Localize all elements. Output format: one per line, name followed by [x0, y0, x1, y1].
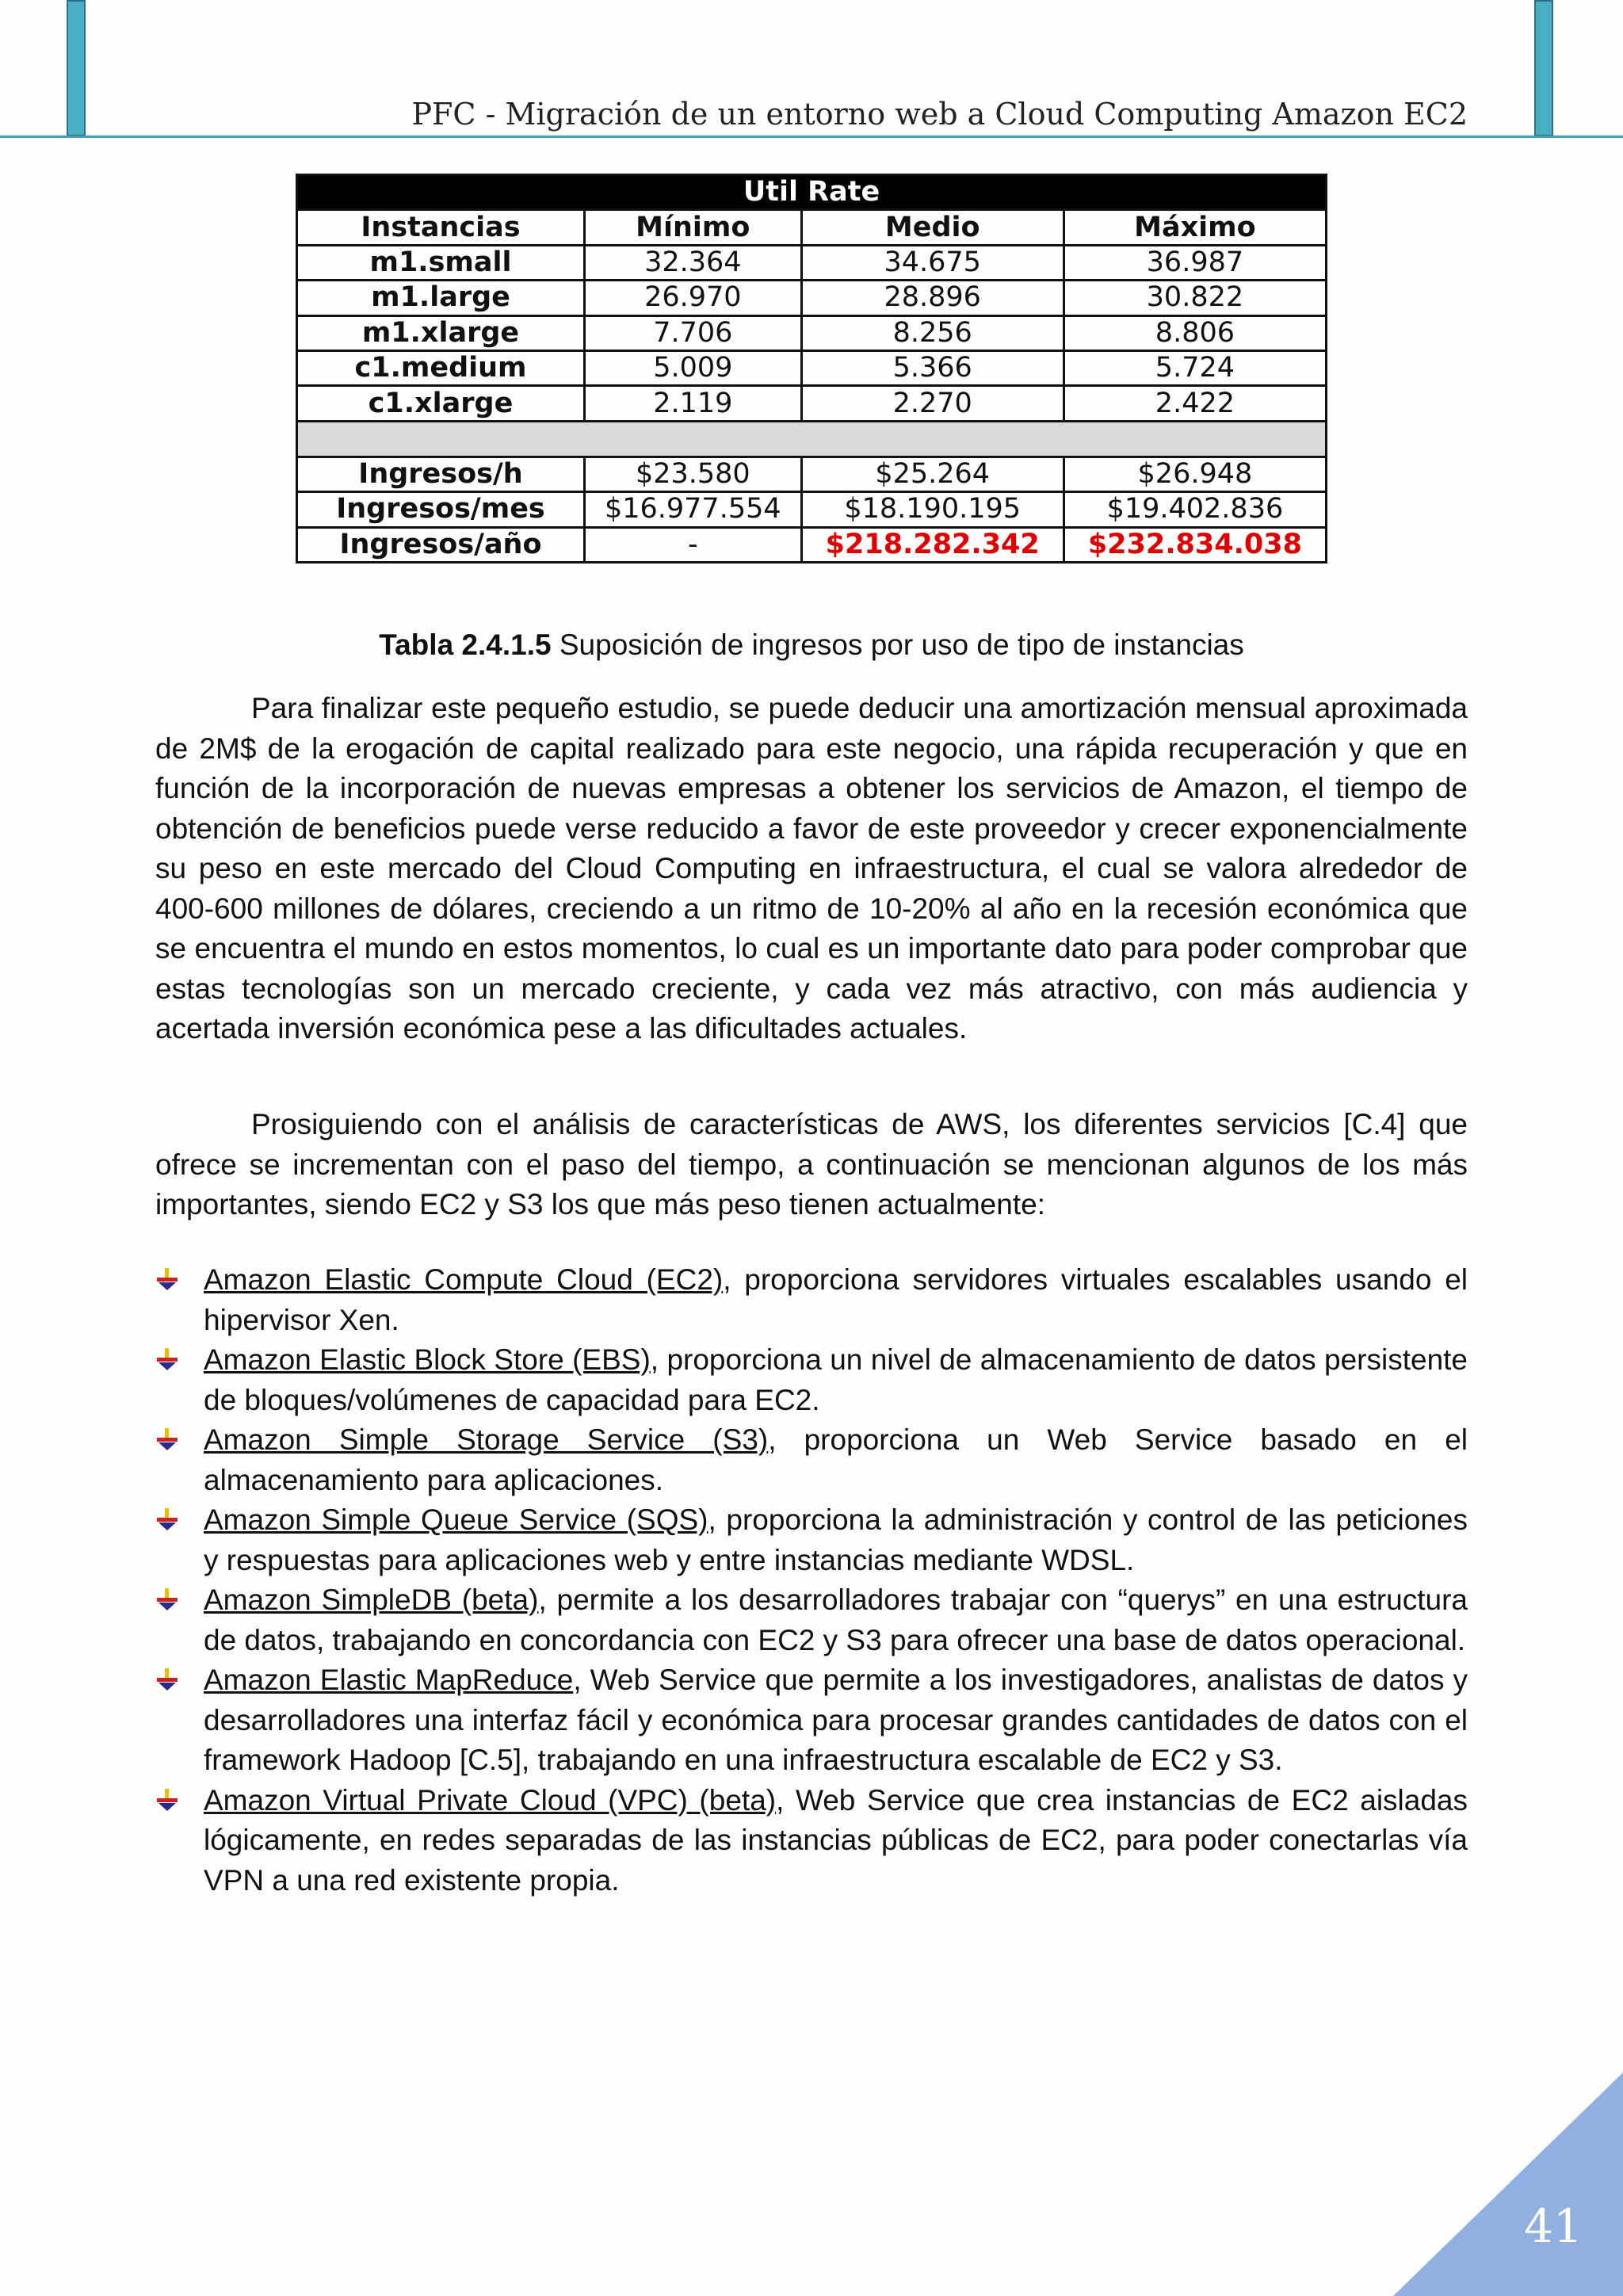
arrow-down-bullet-icon [155, 1787, 179, 1814]
column-header: Mínimo [585, 210, 802, 245]
paragraph-text: Prosiguiendo con el análisis de características de AWS, los diferentes servicios [C.4] que ofrece se incrementan con el paso del tiempo, a continuación se mencionan algunos de los más importantes, siendo EC2 y S3 los que más peso tienen actualmente: [155, 1108, 1468, 1221]
list-item [155, 1580, 1468, 1660]
list-item [155, 1781, 1468, 1901]
list-item [155, 1500, 1468, 1580]
service-description: , Web Service que permite a los investigadores, analistas de datos y desarrolladores una interfaz fácil y económica para procesar grandes cantidades de datos con el framework Hadoop [C.5], trabajando en una infraestructura escalable de EC2 y S3. [204, 1664, 1468, 1776]
column-header: Instancias [297, 210, 585, 245]
arrow-down-bullet-icon [155, 1667, 179, 1694]
table-cell: $16.977.554 [585, 492, 802, 527]
spacer-cell [297, 421, 1327, 457]
paragraph [155, 1105, 1468, 1225]
arrow-down-bullet-icon [155, 1266, 179, 1293]
table-cell: $23.580 [585, 457, 802, 491]
arrow-down-bullet-icon [155, 1347, 179, 1373]
service-link[interactable]: Amazon Elastic Block Store (EBS) [204, 1343, 651, 1376]
service-link[interactable]: Amazon Virtual Private Cloud (VPC) (beta) [204, 1783, 777, 1817]
table-caption [0, 628, 1623, 662]
table-cell: 5.724 [1064, 350, 1326, 385]
table-caption-text: Suposición de ingresos por uso de tipo de instancias [551, 628, 1244, 661]
service-link[interactable]: Amazon Simple Storage Service (S3) [204, 1423, 769, 1456]
list-item [155, 1420, 1468, 1500]
header-rule [0, 136, 1623, 138]
table-cell: 30.822 [1064, 281, 1326, 315]
table-cell: 8.806 [1064, 315, 1326, 350]
header-left-bar [67, 0, 86, 136]
service-description: , proporciona servidores virtuales escalables usando el hipervisor Xen. [204, 1263, 1468, 1336]
highlighted-total-cell: $232.834.038 [1064, 527, 1326, 562]
table-row [297, 386, 1327, 421]
corner-triangle [1393, 2073, 1623, 2296]
column-header: Medio [801, 210, 1064, 245]
table-row [297, 315, 1327, 350]
table-cell: 32.364 [585, 245, 802, 280]
table-spacer-row [297, 421, 1327, 457]
income-row [297, 492, 1327, 527]
highlighted-total-cell: $218.282.342 [801, 527, 1064, 562]
table-cell: $19.402.836 [1064, 492, 1326, 527]
page-number: 41 [1524, 2199, 1583, 2253]
table-cell: $18.190.195 [801, 492, 1064, 527]
services-list [155, 1260, 1468, 1901]
table-cell: 36.987 [1064, 245, 1326, 280]
arrow-down-bullet-icon [155, 1427, 179, 1454]
list-item [155, 1660, 1468, 1781]
util-rate-table [296, 174, 1327, 563]
instance-name-cell: c1.medium [297, 350, 585, 385]
table-cell: 8.256 [801, 315, 1064, 350]
table-cell: 5.366 [801, 350, 1064, 385]
column-header: Máximo [1064, 210, 1326, 245]
arrow-down-bullet-icon [155, 1507, 179, 1534]
list-item [155, 1340, 1468, 1420]
table-row [297, 245, 1327, 280]
table-cell: 34.675 [801, 245, 1064, 280]
service-link[interactable]: Amazon SimpleDB (beta) [204, 1584, 539, 1616]
table-cell: 7.706 [585, 315, 802, 350]
table-cell: - [585, 527, 802, 562]
service-link[interactable]: Amazon Elastic MapReduce [204, 1664, 574, 1696]
service-description: , Web Service que crea instancias de EC2 aisladas lógicamente, en redes separadas de las instancias públicas de EC2, para poder conectarlas vía VPN a una red existente propia. [204, 1783, 1468, 1897]
income-row [297, 527, 1327, 562]
table-cell: 2.119 [585, 386, 802, 421]
instance-name-cell: m1.xlarge [297, 315, 585, 350]
income-row [297, 457, 1327, 491]
table-row [297, 281, 1327, 315]
table-title: Util Rate [297, 175, 1327, 210]
instance-name-cell: m1.small [297, 245, 585, 280]
paragraph-text: Para finalizar este pequeño estudio, se puede deducir una amortización mensual aproximada de 2M$ de la erogación de capital realizado para este negocio, una rápida recuperación y que en función de la incorporación de nuevas empresas a obtener los servicios de Amazon, el tiempo de obtención de beneficios puede verse reducido a favor de este proveedor y crecer exponencialmente su peso en este mercado del Cloud Computing en infraestructura, el cual se valora alrededor de 400-600 millones de dólares, creciendo a un ritmo de 10-20% al año en la recesión económica que se encuentra el mundo en estos momentos, lo cual es un importante dato para poder comprobar que estas tecnologías son un mercado creciente, y cada vez más atractivo, con más audiencia y acertada inversión económica pese a las dificultades actuales. [155, 692, 1468, 1045]
service-description: , proporciona un nivel de almacenamiento de datos persistente de bloques/volúmenes de capacidad para EC2. [204, 1343, 1468, 1416]
list-item [155, 1260, 1468, 1340]
table-cell: 5.009 [585, 350, 802, 385]
table-caption-label: Tabla 2.4.1.5 [379, 628, 552, 661]
service-link[interactable]: Amazon Elastic Compute Cloud (EC2) [204, 1263, 724, 1296]
header-right-bar [1534, 0, 1553, 136]
instance-name-cell: c1.xlarge [297, 386, 585, 421]
income-label-cell: Ingresos/h [297, 457, 585, 491]
page-corner-decoration [1393, 2073, 1623, 2296]
table-cell: $25.264 [801, 457, 1064, 491]
paragraph [155, 689, 1468, 1049]
service-description: , proporciona un Web Service basado en el almacenamiento para aplicaciones. [204, 1423, 1468, 1496]
table-cell: 2.270 [801, 386, 1064, 421]
income-label-cell: Ingresos/mes [297, 492, 585, 527]
service-link[interactable]: Amazon Simple Queue Service (SQS) [204, 1503, 708, 1536]
table-row [297, 350, 1327, 385]
income-label-cell: Ingresos/año [297, 527, 585, 562]
table-cell: 26.970 [585, 281, 802, 315]
instance-name-cell: m1.large [297, 281, 585, 315]
service-description: , permite a los desarrolladores trabajar con “querys” en una estructura de datos, trabajando en concordancia con EC2 y S3 para ofrecer una base de datos operacional. [204, 1584, 1468, 1656]
table-cell: $26.948 [1064, 457, 1326, 491]
running-header-title: PFC - Migración de un entorno web a Cloud Computing Amazon EC2 [411, 97, 1468, 132]
arrow-down-bullet-icon [155, 1587, 179, 1614]
service-description: , proporciona la administración y control de las peticiones y respuestas para aplicaciones web y entre instancias mediante WDSL. [204, 1503, 1468, 1576]
table-cell: 28.896 [801, 281, 1064, 315]
table-cell: 2.422 [1064, 386, 1326, 421]
